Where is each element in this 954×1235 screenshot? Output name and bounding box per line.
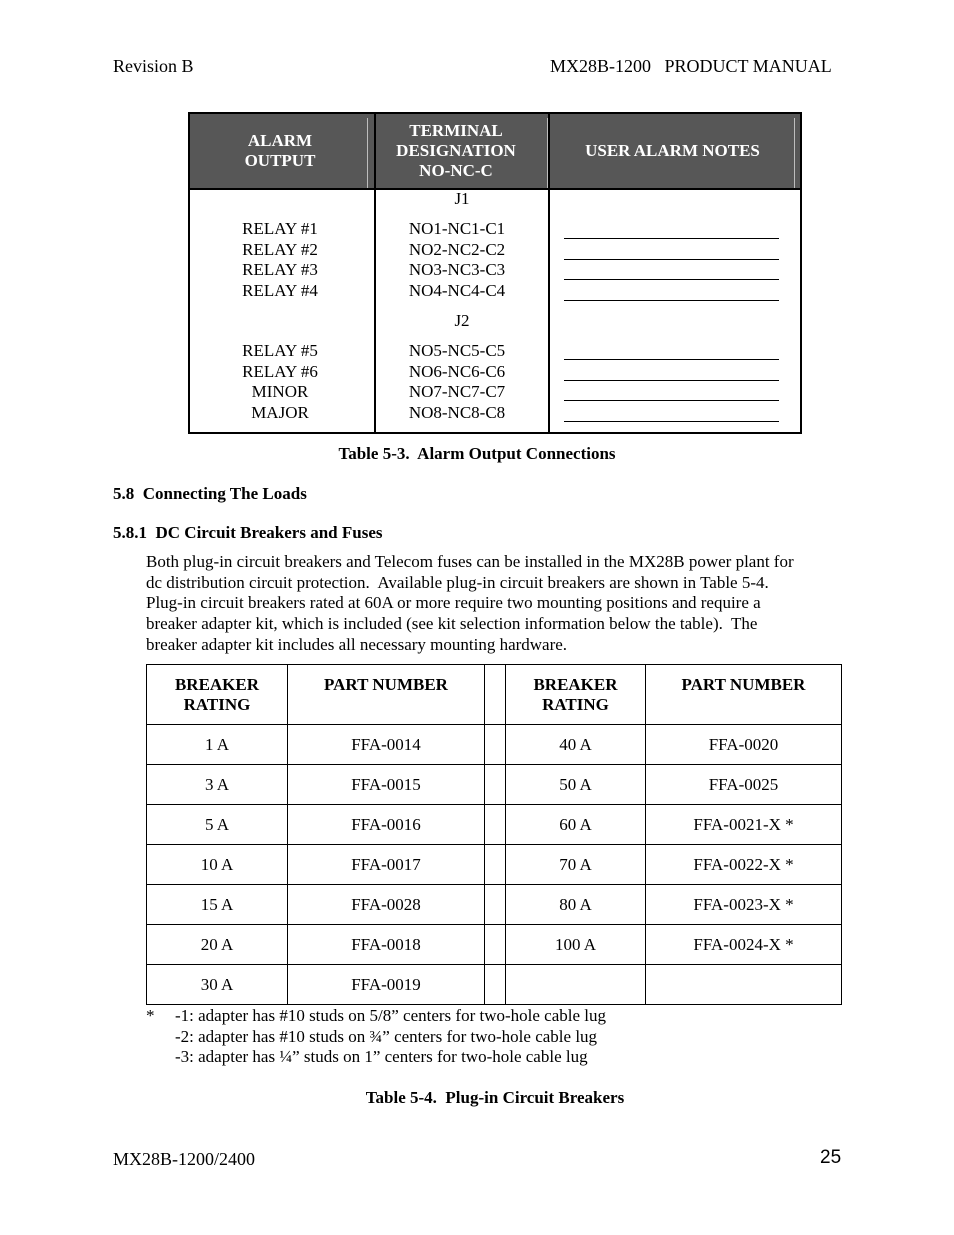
alarm-output: RELAY #4 <box>242 281 318 301</box>
header-text: BREAKER <box>174 675 260 694</box>
footnote-text: -2: adapter has #10 studs on ¾” centers for two-hole cable lug <box>175 1026 598 1046</box>
table-row <box>147 885 842 925</box>
running-header-title: MX28B-1200 PRODUCT MANUAL <box>550 56 832 76</box>
alarm-output-table <box>188 112 802 434</box>
terminal-list-j2 <box>376 341 538 424</box>
header-text: TERMINAL <box>409 121 503 140</box>
header-text: RATING <box>542 695 609 714</box>
table-row <box>147 845 842 885</box>
spacer-cell <box>485 925 506 965</box>
paragraph-line: breaker adapter kit includes all necessary mounting hardware. <box>146 634 568 654</box>
terminal-designation: NO2-NC2-C2 <box>408 239 506 259</box>
footnote-text: -3: adapter has ¼” studs on 1” centers for two-hole cable lug <box>175 1047 588 1067</box>
breaker-rating: 5 A <box>147 805 288 845</box>
part-number: FFA-0018 <box>288 925 485 965</box>
terminal-designation: NO1-NC1-C1 <box>408 219 506 238</box>
alarm-output: RELAY #5 <box>242 341 318 360</box>
header-breaker-rating <box>506 665 646 725</box>
part-number: FFA-0022-X * <box>646 845 842 885</box>
breaker-rating: 20 A <box>147 925 288 965</box>
header-part-number: PART NUMBER <box>288 665 485 725</box>
notes-line[interactable] <box>564 300 779 301</box>
spacer-cell <box>485 845 506 885</box>
notes-line[interactable] <box>564 359 779 360</box>
alarm-table-header-row <box>190 114 800 190</box>
part-number: FFA-0019 <box>288 965 485 1005</box>
part-number: FFA-0017 <box>288 845 485 885</box>
header-divider <box>367 118 368 188</box>
spacer-cell <box>485 965 506 1005</box>
paragraph-line: breaker adapter kit, which is included (see kit selection information below the table). The <box>146 614 758 634</box>
breaker-rating: 60 A <box>506 805 646 845</box>
header-text: OUTPUT <box>244 151 316 170</box>
part-number: FFA-0016 <box>288 805 485 845</box>
header-user-alarm-notes <box>550 114 795 188</box>
spacer-column <box>485 665 506 725</box>
header-divider <box>794 118 795 188</box>
part-number: FFA-0023-X * <box>646 885 842 925</box>
alarm-output: RELAY #6 <box>242 361 318 381</box>
terminal-designation: NO3-NC3-C3 <box>408 260 506 280</box>
header-text: BREAKER <box>533 675 618 694</box>
terminal-list-j1 <box>376 219 538 302</box>
header-alarm-output <box>190 114 370 188</box>
terminal-designation: NO6-NC6-C6 <box>408 361 506 381</box>
table-row <box>147 765 842 805</box>
header-text: RATING <box>183 695 251 714</box>
breaker-rating: 50 A <box>506 765 646 805</box>
table-5-3-caption: Table 5-3. Alarm Output Connections <box>338 444 616 463</box>
alarm-output: MINOR <box>251 382 309 402</box>
notes-line[interactable] <box>564 279 779 280</box>
alarm-output: RELAY #3 <box>242 260 318 280</box>
part-number: FFA-0028 <box>288 885 485 925</box>
header-breaker-rating <box>147 665 288 725</box>
footer-model: MX28B-1200/2400 <box>113 1149 256 1169</box>
breaker-rating: 40 A <box>506 725 646 765</box>
plug-in-breaker-table <box>146 664 842 1005</box>
part-number: FFA-0015 <box>288 765 485 805</box>
spacer-cell <box>485 885 506 925</box>
breaker-rating: 15 A <box>147 885 288 925</box>
notes-line[interactable] <box>564 421 779 422</box>
column-divider <box>548 114 550 434</box>
header-text: USER ALARM NOTES <box>585 141 760 160</box>
part-number: FFA-0020 <box>646 725 842 765</box>
header-text: NO-NC-C <box>419 161 493 180</box>
paragraph-line: Plug-in circuit breakers rated at 60A or more require two mounting positions and require a <box>146 593 761 613</box>
footnote-text: -1: adapter has #10 studs on 5/8” centers for two-hole cable lug <box>175 1006 607 1025</box>
breakers-paragraph <box>146 552 846 656</box>
breaker-rating: 80 A <box>506 885 646 925</box>
table-row <box>147 725 842 765</box>
terminal-designation: NO7-NC7-C7 <box>408 382 506 402</box>
table-row <box>147 965 842 1005</box>
breaker-rating: 30 A <box>147 965 288 1005</box>
header-text: ALARM <box>247 131 313 150</box>
spacer-cell <box>485 765 506 805</box>
section-heading-5-8-1: 5.8.1 DC Circuit Breakers and Fuses <box>113 523 383 542</box>
breaker-rating: 10 A <box>147 845 288 885</box>
part-number: FFA-0024-X * <box>646 925 842 965</box>
part-number: FFA-0021-X * <box>646 805 842 845</box>
terminal-designation: NO8-NC8-C8 <box>408 403 506 423</box>
spacer-cell <box>485 805 506 845</box>
notes-line[interactable] <box>564 380 779 381</box>
running-header-revision: Revision B <box>113 56 194 76</box>
notes-line[interactable] <box>564 238 779 239</box>
spacer-cell <box>485 725 506 765</box>
table-row <box>147 805 842 845</box>
part-number <box>646 965 842 1005</box>
alarm-output: RELAY #1 <box>242 219 318 238</box>
notes-line[interactable] <box>564 400 779 401</box>
alarm-output-list-j1 <box>190 219 370 302</box>
header-part-number: PART NUMBER <box>646 665 842 725</box>
connector-label-j1: J1 <box>454 189 470 208</box>
alarm-output: MAJOR <box>251 403 309 423</box>
terminal-designation: NO4-NC4-C4 <box>408 281 506 301</box>
header-terminal-designation <box>376 114 536 188</box>
breaker-rating: 70 A <box>506 845 646 885</box>
breaker-rating: 3 A <box>147 765 288 805</box>
page-number: 25 <box>820 1147 842 1168</box>
alarm-output-list-j2 <box>190 341 370 424</box>
breaker-rating <box>506 965 646 1005</box>
notes-line[interactable] <box>564 259 779 260</box>
paragraph-line: dc distribution circuit protection. Available plug-in circuit breakers are shown in Table 5-4. <box>146 572 769 592</box>
table-row <box>147 925 842 965</box>
breaker-rating: 1 A <box>147 725 288 765</box>
section-heading-5-8: 5.8 Connecting The Loads <box>113 484 307 503</box>
terminal-designation: NO5-NC5-C5 <box>408 341 506 360</box>
part-number: FFA-0014 <box>288 725 485 765</box>
breaker-table-header-row <box>147 665 842 725</box>
footnote-marker: * <box>146 1006 155 1025</box>
connector-label-j2: J2 <box>454 311 470 330</box>
breaker-rating: 100 A <box>506 925 646 965</box>
part-number: FFA-0025 <box>646 765 842 805</box>
alarm-output: RELAY #2 <box>242 239 318 259</box>
paragraph-line: Both plug-in circuit breakers and Telecom fuses can be installed in the MX28B power plant for <box>146 552 794 571</box>
header-text: DESIGNATION <box>396 141 516 160</box>
table-5-4-caption: Table 5-4. Plug-in Circuit Breakers <box>365 1088 625 1107</box>
